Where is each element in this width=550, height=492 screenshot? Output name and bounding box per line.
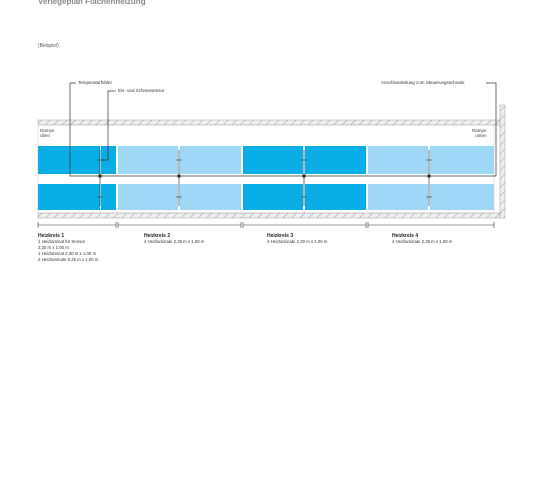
- circuit-legend-1: [38, 233, 98, 263]
- panel-row2-1a: [38, 184, 100, 210]
- panel-row2-3a: [243, 184, 303, 210]
- panel-row1-3b: [305, 146, 366, 174]
- panel-row2-4a: [368, 184, 428, 210]
- circuit-dimension-lines: [38, 222, 494, 228]
- panel-row2-1b: [101, 184, 116, 210]
- top-wall-strip: [38, 120, 500, 125]
- ramp-top-line2: oben: [40, 133, 51, 138]
- panel-row1-3a: [243, 146, 303, 174]
- connection-line-label: Anschlussleitung zum Steuerungsschrank: [381, 80, 465, 85]
- circuit-legend-2: [144, 233, 204, 245]
- panel-row2-3b: [305, 184, 366, 210]
- ramp-top-line1: Rampe: [40, 128, 55, 133]
- ice-snow-sensor-label: Eis- und Schneesensor: [118, 88, 165, 93]
- bottom-wall-strip: [38, 213, 500, 218]
- ramp-bottom-label: [472, 128, 487, 138]
- temperature-probe-label: Temperaturfühler: [78, 80, 113, 85]
- panel-row1-2b: [180, 146, 241, 174]
- circuit-line: 4 Heizlaminate 2,30 m x 1,00 m: [144, 239, 205, 244]
- circuit-line: 4 Heizlaminate 2,30 m x 1,00 m: [392, 239, 453, 244]
- circuit-legend-4: [392, 233, 452, 245]
- panel-row1-1a: [38, 146, 100, 174]
- circuit-name: Heizkreis 1: [38, 233, 65, 239]
- circuit-line: 1 Heizlaminat für Sensor: [38, 239, 86, 244]
- page-title: Verlegeplan Flächenheizung: [38, 0, 146, 6]
- page-subtitle: (Beispiel): [38, 43, 59, 49]
- circuit-legend-3: [267, 233, 327, 245]
- ramp-bottom-line1: Rampe: [472, 128, 487, 133]
- circuit-name: Heizkreis 3: [267, 233, 294, 239]
- right-wall-column: [500, 105, 505, 218]
- panel-row2-2a: [118, 184, 178, 210]
- ramp-bottom-line2: unten: [475, 133, 487, 138]
- circuit-line: 1 Heizlaminat 2,30 m x 1,00 m: [38, 251, 97, 256]
- panel-row1-4a: [368, 146, 428, 174]
- circuit-name: Heizkreis 4: [392, 233, 419, 239]
- panel-row1-4b: [430, 146, 494, 174]
- circuit-name: Heizkreis 2: [144, 233, 171, 239]
- circuit-line: 4 Heizlaminate 2,30 m x 1,00 m: [267, 239, 328, 244]
- circuit-line: 2,30 m x 1,00 m: [38, 245, 69, 250]
- panel-row2-2b: [180, 184, 241, 210]
- panel-row1-2a: [118, 146, 178, 174]
- panel-row2-4b: [430, 184, 494, 210]
- ramp-top-label: [40, 128, 55, 138]
- circuit-line: 2 Heizlaminate 0,25 m x 1,00 m: [38, 257, 99, 262]
